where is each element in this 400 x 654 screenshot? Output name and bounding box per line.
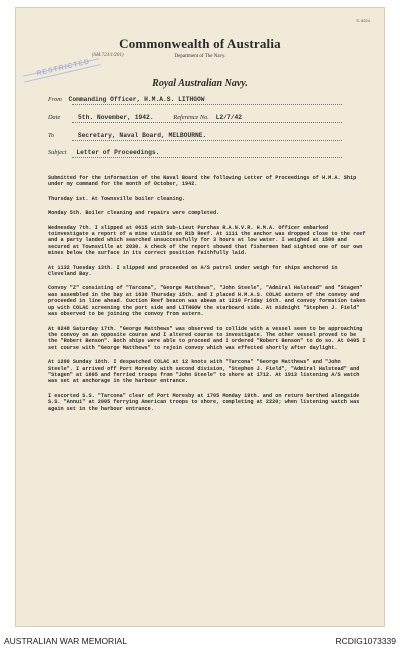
document-sheet <box>16 8 384 626</box>
paragraph: Thursday 1st. At Townsville boiler cleaning. <box>48 195 185 202</box>
from-rule <box>72 104 342 105</box>
date-rule <box>72 122 342 123</box>
subject-label: Subject <box>48 149 67 156</box>
letterhead-subtitle: Department of The Navy. <box>174 54 226 59</box>
subject-field <box>48 149 159 156</box>
subject-value: Letter of Proceedings. <box>76 149 160 156</box>
reference-label: Reference No. <box>173 114 209 121</box>
archive-name: AUSTRALIAN WAR MEMORIAL <box>4 636 127 646</box>
date-label: Date <box>48 114 61 121</box>
letter-body <box>48 175 368 420</box>
from-value: Commanding Officer, H.M.A.S. LITHGOW <box>68 96 205 103</box>
to-label: To <box>48 132 55 139</box>
subject-rule <box>72 157 342 158</box>
date-value: 5th. November, 1942. <box>78 114 154 121</box>
paragraph: Submitted for the information of the Naval Board the following Letter of Proceedings of H.M.A. Ship under my command for the month of October, 1942. <box>48 175 357 188</box>
paragraph: Monday 5th. Boiler cleaning and repairs were completed. <box>48 210 220 217</box>
to-field <box>48 132 206 139</box>
paragraph: Wednesday 7th. I slipped at 0615 with Sub-Lieut Purchas R.A.N.V.R. H.M.A. Officer embarked toinvestigate a report of a mine visible on Rib Reef. At 1111 the anchor was dropped close to the reef and a party landed which searched unsuccessfully for 3 hours at low water. I weighed at 1500 and secured at Townsville at 2030. A check of the report showed that fishermen had sighted one of our own mines below the surface in its correct position faithfully laid. <box>48 224 366 257</box>
paragraph: At 1132 Tuesday 13th. I slipped and proceeded on A/S patrol under weigh for ships anchored in Cleveland Bay. <box>48 264 338 278</box>
to-value: Secretary, Naval Board, MELBOURNE. <box>77 132 207 139</box>
from-label: From <box>48 96 62 103</box>
paragraph: Convoy "Z" consisting of "Tarcona", "George Matthews", "John Steele", "Admiral Halstead" and "Stagen" was assembled in the bay at 1630 Thursday 15th. and I placed H.M.A.S. COLAC astern of the convoy and proceeded in line ahead. Cuction Reef beacon was abeam at 1210 Friday 16th. and convoy formation taken up with COLAC screening the port side and LITHGOW the starboard side. At midnight "Stephen J. Field" was observed to be joining the convoy from astern. <box>48 285 366 318</box>
letterhead-title: Commonwealth of Australia <box>119 36 281 51</box>
royal-australian-navy-heading: Royal Australian Navy. <box>152 78 248 89</box>
paragraph: At 0248 Saturday 17th. "George Matthews" was observed to collide with a vessel seen to be approaching the convoy on an opposite course and I altered course to investigate. The other vessel proved to be the "Robert Benson". Both ships were able to proceed and I ordered "Robert Benson" to do so. At 0405 I set course with "George Matthews" to rejoin convoy which was effected shortly after daylight. <box>48 325 366 351</box>
paragraph: At 1200 Sunday 18th. I despatched COLAC at 12 knots with "Tarcona" "George Matthews" and "John Steele". I arrived off Port Moresby with second division, "Stephen J. Field", "Admiral Halstead" and "Stagen" at 1605 and ferried troops from "John Steele" to shore at 1712. At 1913 listening A/S watch was set at anchorage in the harbour entrance. <box>48 359 360 385</box>
date-field <box>48 114 242 121</box>
to-rule <box>72 140 342 141</box>
archive-id: RCDIG1073339 <box>335 636 396 646</box>
stamp-text: RESTRICTED <box>35 58 91 78</box>
serial-number: S. 8224 <box>356 18 370 23</box>
from-field <box>48 96 205 103</box>
archive-footer <box>0 634 400 648</box>
handwritten-file-reference: (SM.723/1/201) <box>92 53 124 58</box>
paragraph: I escorted S.S. "Tarcona" clear of Port Moresby at 1705 Monday 19th. and on return berthed alongside S.S. "Annui" at 2005 ferrying American troops to shore, completing at 2220; when listening watch was again set in the harbour entrance. <box>48 392 360 412</box>
reference-value: L2/7/42 <box>215 114 243 121</box>
